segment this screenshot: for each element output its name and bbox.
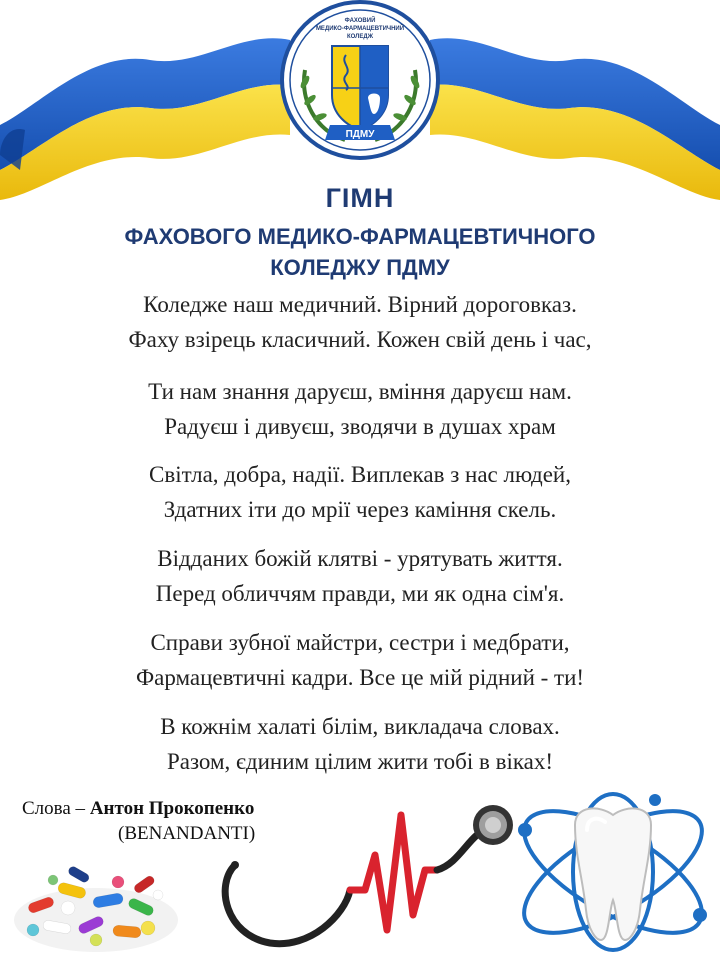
stanza	[0, 541, 720, 611]
logo-text-line3: КОЛЕДЖ	[346, 34, 374, 40]
verse-line: Справи зубної майстри, сестри і медбрати,	[150, 630, 570, 655]
stanza	[0, 709, 720, 779]
verse-line: Перед обличчям правди, ми як одна сім'я.	[155, 581, 565, 606]
anthem-subtitle-line2: КОЛЕДЖУ ПДМУ	[270, 255, 450, 280]
logo-ribbon-text: ПДМУ	[345, 129, 375, 140]
stethoscope-icon	[215, 795, 525, 955]
logo-text-line1: ФАХОВИЙ	[344, 18, 376, 24]
verse-line: В кожнім халаті білім, викладача словах.	[160, 714, 560, 739]
verse-line: Радуєш і дивуєш, зводячи в душах храм	[164, 414, 556, 439]
college-logo	[282, 2, 438, 158]
stanza	[0, 625, 720, 695]
verse-line: Разом, єдиним цілим жити тобі в віках!	[166, 749, 554, 774]
anthem-title: ГІМН	[325, 183, 395, 213]
verse-line: Коледже наш медичний. Вірний дороговказ.	[143, 292, 577, 317]
credit-prefix: Слова –	[22, 798, 90, 819]
stanza	[0, 457, 720, 527]
tooth-icon	[505, 790, 720, 955]
stanza	[0, 374, 720, 444]
verse-line: Відданих божій клятві - урятувать життя.	[157, 546, 563, 571]
verse-line: Здатних іти до мрії через каміння скель.	[163, 497, 557, 522]
anthem-subtitle-line1: ФАХОВОГО МЕДИКО-ФАРМАЦЕВТИЧНОГО	[124, 224, 596, 249]
pills-icon	[8, 840, 183, 955]
logo-text-line2: МЕДИКО-ФАРМАЦЕВТИЧНИЙ	[315, 26, 405, 32]
verse-line: Фармацевтичні кадри. Все це мій рідний - ти!	[135, 665, 585, 690]
verse-line: Фаху взірець класичний. Кожен свій день і час,	[128, 327, 592, 352]
credit-pseudonym: (BENANDANTI)	[118, 823, 256, 844]
flag-banner	[0, 0, 720, 200]
credit-author: Антон Прокопенко	[89, 798, 255, 819]
verse-line: Ти нам знання даруєш, вміння даруєш нам.	[148, 379, 572, 404]
stanza	[0, 287, 720, 357]
verse-line: Світла, добра, надії. Виплекав з нас людей,	[149, 462, 571, 487]
